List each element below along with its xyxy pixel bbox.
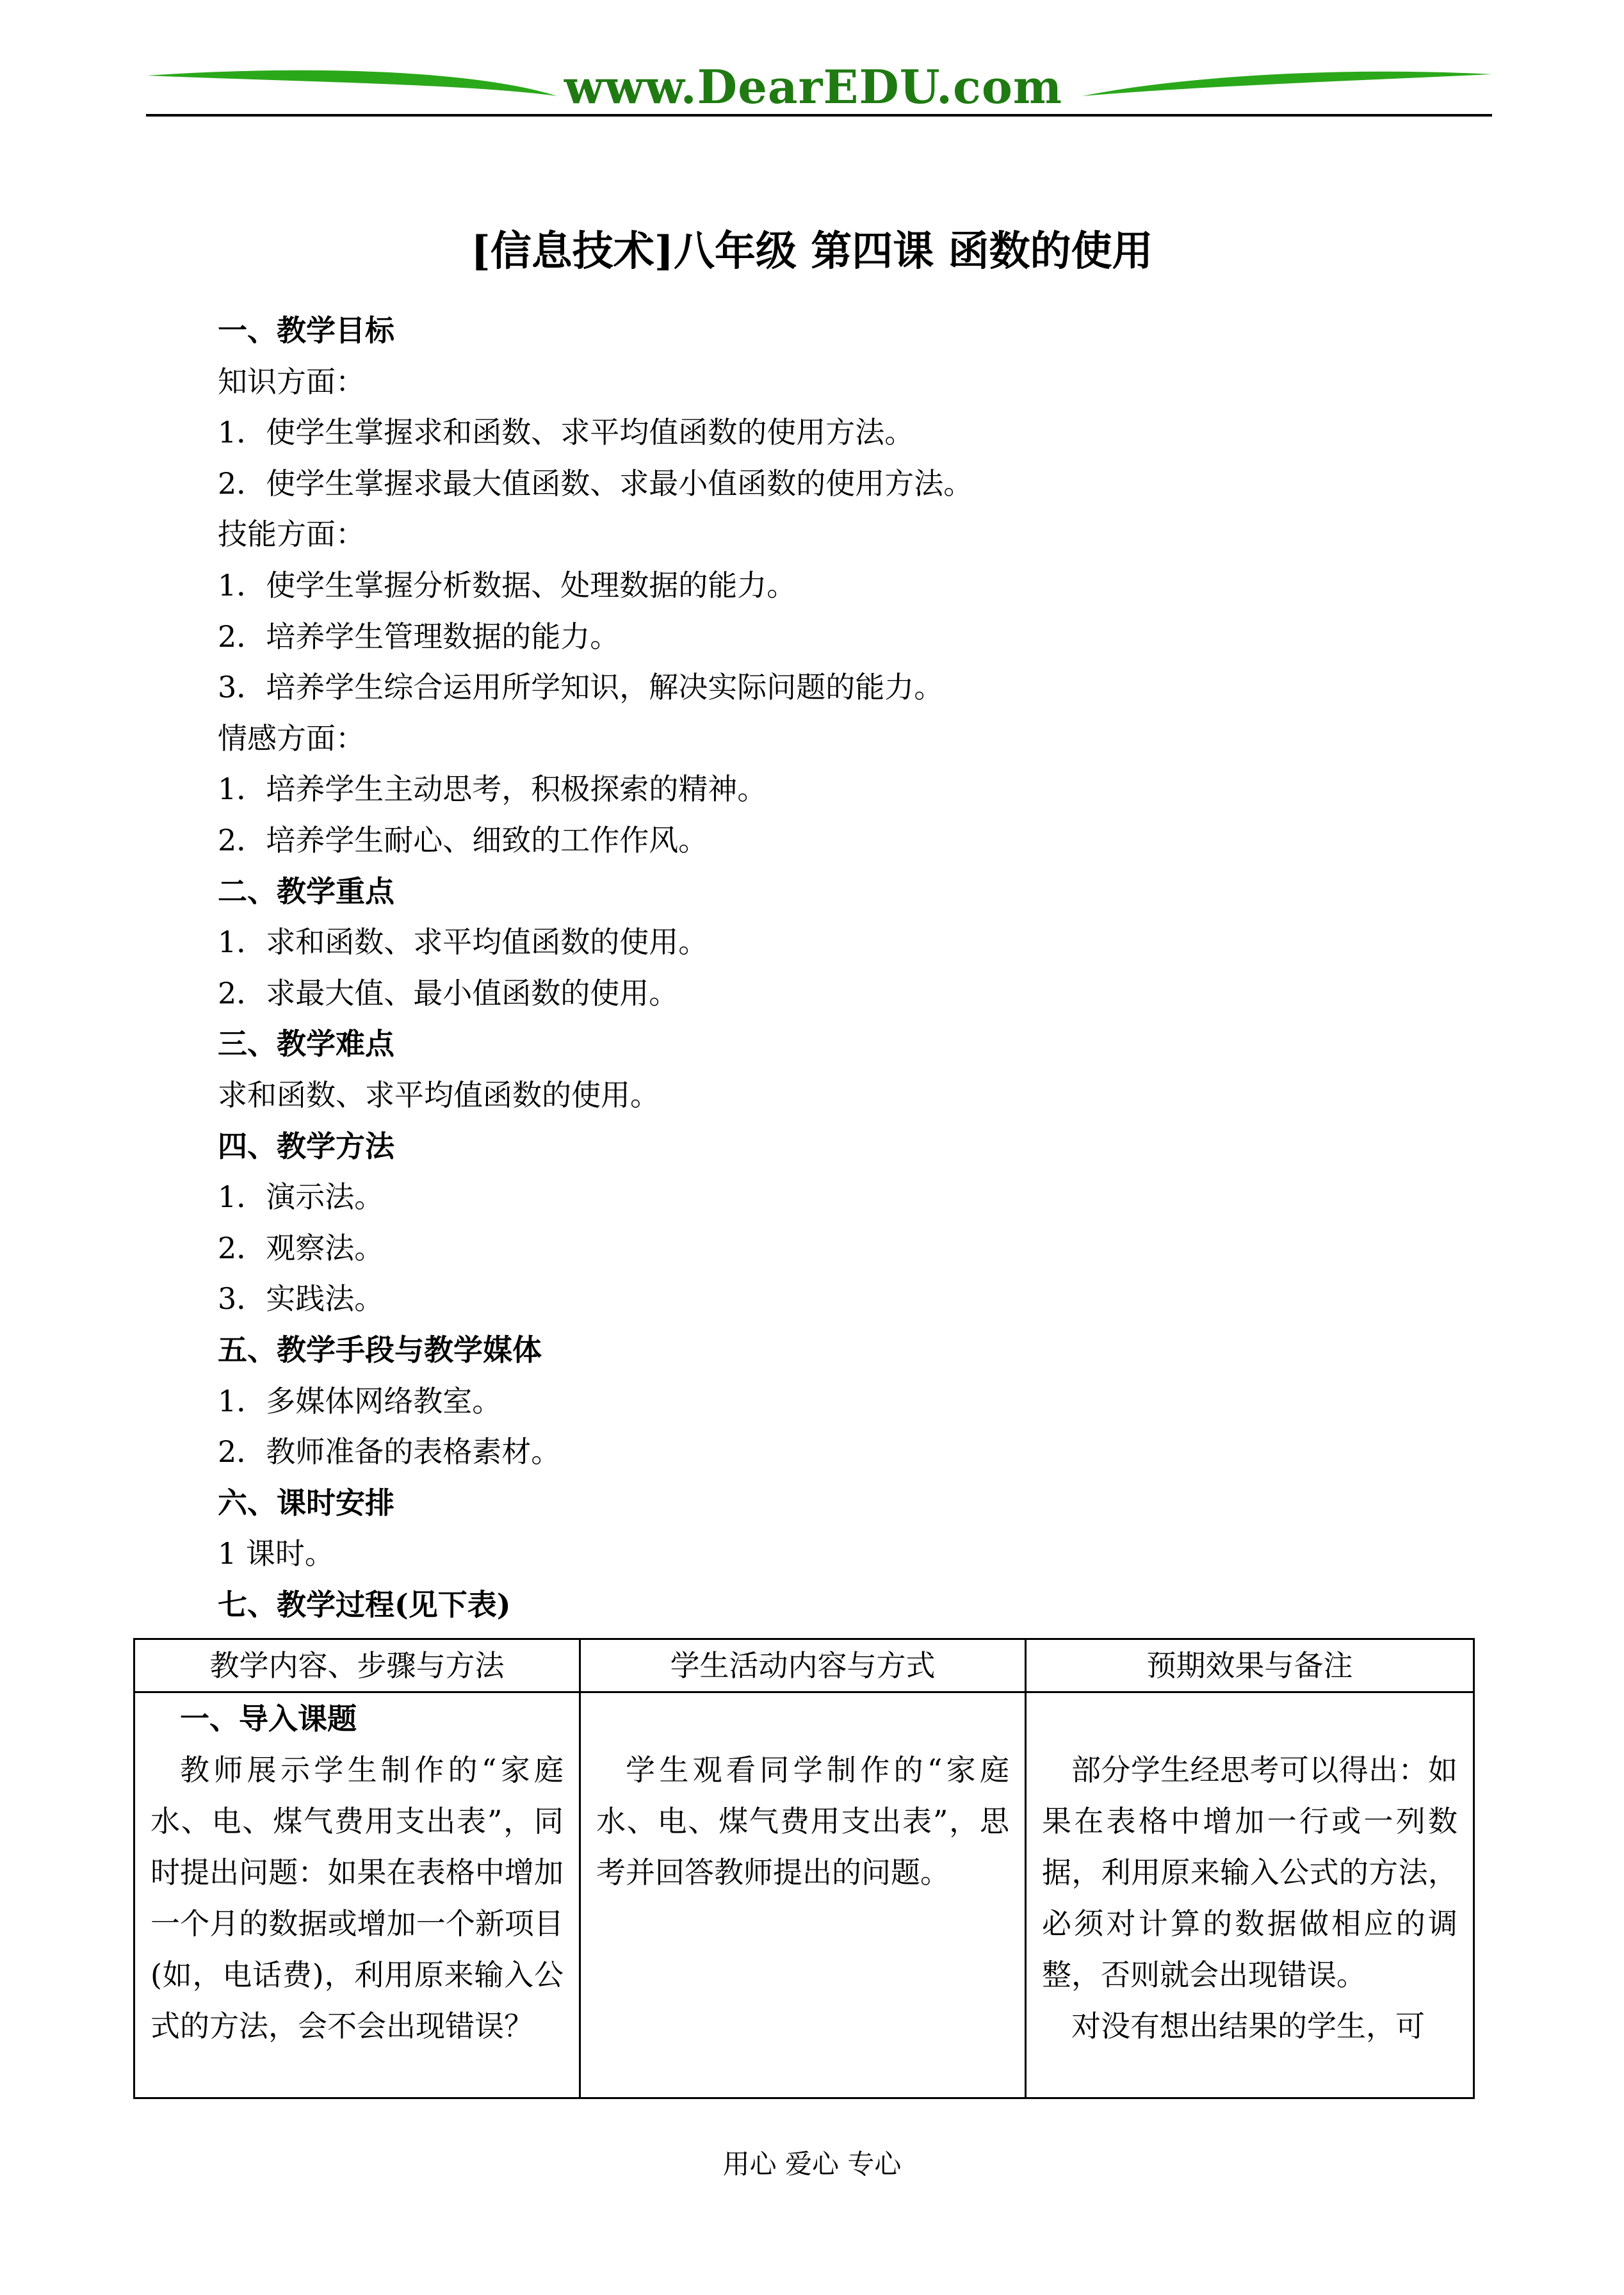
text-line: 1 课时。 <box>218 1536 334 1571</box>
page-title: [信息技术]八年级 第四课 函数的使用 <box>471 227 1153 275</box>
cell-text: 教师展示学生制作的“家庭水、电、煤气费用支出表”，同时提出问题：如果在表格中增加一个月的数据或增加一个新项目(如，电话费)，利用原来输入公式的方法，会不会出现错误？ <box>150 1753 564 2043</box>
text-line: 1．使学生掌握求和函数、求平均值函数的使用方法。 <box>218 415 914 450</box>
cell-text: 学生观看同学制作的“家庭水、电、煤气费用支出表”，思考并回答教师提出的问题。 <box>596 1753 1009 1890</box>
table-header-cell: 教学内容、步骤与方法 <box>134 1639 580 1692</box>
text-line: 2．培养学生耐心、细致的工作作风。 <box>218 823 708 857</box>
text-line: 2．使学生掌握求最大值函数、求最小值函数的使用方法。 <box>218 466 973 501</box>
table-header-row <box>134 1639 1474 1692</box>
page-footer: 用心 爱心 专心 <box>722 2148 902 2180</box>
text-line: 1．演示法。 <box>218 1180 384 1214</box>
text-line: 1．多媒体网络教室。 <box>218 1384 502 1418</box>
cell-heading: 一、导入课题 <box>180 1701 357 1736</box>
section-heading: 四、教学方法 <box>218 1129 394 1164</box>
section-heading: 五、教学手段与教学媒体 <box>218 1333 542 1367</box>
text-line: 2．培养学生管理数据的能力。 <box>218 619 620 654</box>
text-line: 2．求最大值、最小值函数的使用。 <box>218 976 679 1010</box>
text-line: 3．实践法。 <box>218 1281 384 1316</box>
section-heading: 三、教学难点 <box>218 1026 394 1061</box>
text-line: 情感方面： <box>218 721 365 756</box>
site-logo-text: www.DearEDU.com <box>564 60 1063 114</box>
text-line: 知识方面： <box>218 364 365 399</box>
section-heading: 一、教学目标 <box>218 313 394 348</box>
text-line: 1．培养学生主动思考，积极探索的精神。 <box>218 772 767 806</box>
table-cell-expected-effect <box>1026 1692 1474 2098</box>
table-cell-student-activity <box>580 1692 1026 2098</box>
text-line: 求和函数、求平均值函数的使用。 <box>218 1078 660 1112</box>
text-line: 2．观察法。 <box>218 1231 384 1265</box>
text-line: 2．教师准备的表格素材。 <box>218 1434 561 1469</box>
section-heading: 二、教学重点 <box>218 874 394 909</box>
table-header-cell: 预期效果与备注 <box>1026 1639 1474 1692</box>
text-line: 3．培养学生综合运用所学知识，解决实际问题的能力。 <box>218 670 944 704</box>
text-line: 1．求和函数、求平均值函数的使用。 <box>218 925 708 959</box>
text-line: 技能方面： <box>218 517 365 551</box>
page-header <box>0 0 1624 128</box>
cell-text: 部分学生经思考可以得出：如果在表格中增加一行或一列数据，利用原来输入公式的方法，必须对计算的数据做相应的调整，否则就会出现错误。 <box>1042 1753 1458 1992</box>
text-line: 1．使学生掌握分析数据、处理数据的能力。 <box>218 568 797 603</box>
table-row <box>134 1692 1474 2098</box>
teaching-process-table <box>133 1638 1475 2099</box>
table-header-cell: 学生活动内容与方式 <box>580 1639 1026 1692</box>
section-heading: 七、教学过程(见下表) <box>218 1587 511 1622</box>
section-heading: 六、课时安排 <box>218 1486 394 1520</box>
table-cell-teaching-content <box>134 1692 580 2098</box>
cell-text: 对没有想出结果的学生，可 <box>1071 2009 1425 2043</box>
